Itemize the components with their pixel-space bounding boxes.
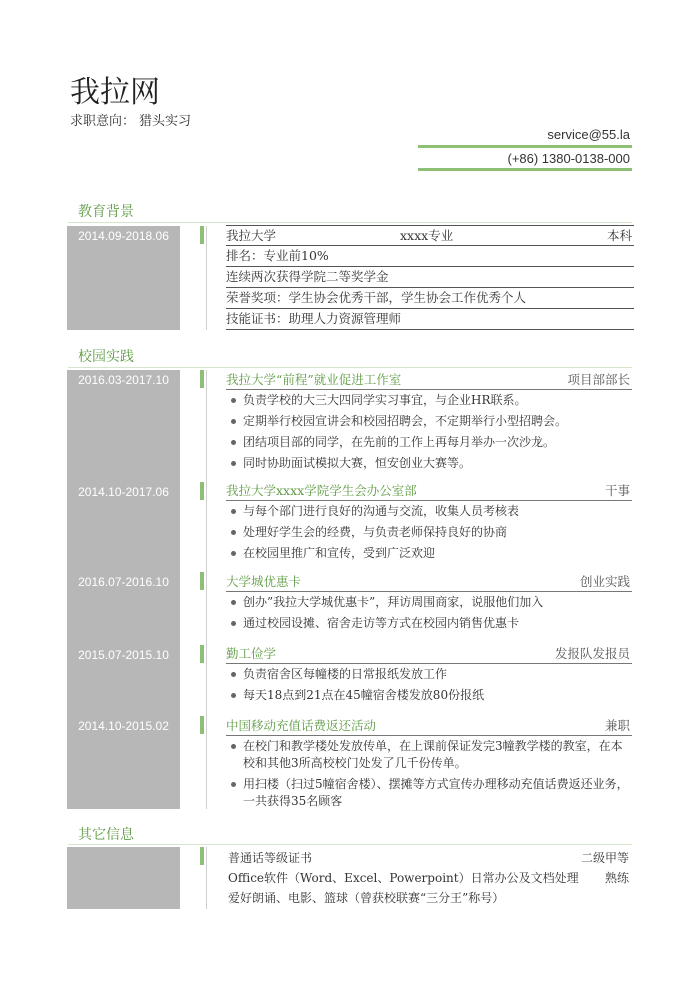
- list-item: 负责学校的大三大四同学实习事宜，与企业HR联系。: [230, 392, 630, 409]
- list-item: 团结项目部的同学，在先前的工作上再每月举办一次沙龙。: [230, 434, 630, 451]
- section-rule: [68, 222, 632, 223]
- contact-email: service@55.la: [547, 127, 630, 142]
- list-item: 处理好学生会的经费，与负责老师保持良好的协商: [230, 524, 630, 541]
- section-rule: [68, 367, 632, 368]
- accent-bar: [200, 572, 204, 590]
- campus-entry-header: [226, 572, 632, 592]
- campus-entry-header: [226, 716, 632, 736]
- accent-bar: [200, 482, 204, 500]
- edu-row: 连续两次获得学院二等奖学金: [226, 267, 634, 288]
- other-label: 普通话等级证书: [228, 851, 313, 865]
- list-item: 定期举行校园宣讲会和校园招聘会，不定期举行小型招聘会。: [230, 413, 630, 430]
- campus-item-list: [230, 392, 630, 476]
- other-row: [228, 888, 632, 908]
- campus-role: 兼职: [604, 718, 630, 733]
- campus-item-list: [230, 666, 630, 708]
- campus-org: 大学城优惠卡: [226, 574, 302, 589]
- list-item: 与每个部门进行良好的沟通与交流，收集人员考核表: [230, 503, 630, 520]
- section-rule: [68, 844, 632, 845]
- campus-org: 我拉大学“前程”就业促进工作室: [226, 372, 402, 387]
- edu-row: 排名：专业前10%: [226, 246, 634, 267]
- edu-degree: 本科: [606, 228, 632, 243]
- campus-date: 2014.10-2015.02: [67, 716, 180, 736]
- edu-school: 我拉大学: [226, 228, 277, 243]
- date-column-block: [67, 847, 180, 909]
- campus-org: 勤工俭学: [226, 646, 277, 661]
- timeline-line: [206, 370, 207, 809]
- list-item: 在校园里推广和宣传，受到广泛欢迎: [230, 545, 630, 562]
- list-item: 每天18点到21点在45幢宿舍楼发放80份报纸: [230, 687, 630, 704]
- accent-bar: [200, 226, 204, 244]
- other-label: Office软件（Word、Excel、Powerpoint）日常办公及文档处理: [228, 871, 579, 885]
- other-row: [228, 848, 632, 868]
- campus-item-list: [230, 738, 630, 814]
- edu-major: xxxx专业: [400, 228, 454, 243]
- other-value: 熟练: [604, 871, 629, 885]
- accent-bar: [200, 716, 204, 734]
- campus-role: 创业实践: [579, 574, 630, 589]
- accent-bar: [200, 645, 204, 663]
- list-item: 在校门和教学楼处发放传单，在上课前保证发完3幢教学楼的教室，在本校和其他3所高校校门处发了几千份传单。: [230, 738, 630, 772]
- list-item: 用扫楼（扫过5幢宿舍楼）、摆摊等方式宣传办理移动充值话费返还业务，一共获得35名顾客: [230, 776, 630, 810]
- campus-date: 2016.03-2017.10: [67, 370, 180, 390]
- campus-entry-header: [226, 644, 632, 664]
- campus-date: 2014.10-2017.06: [67, 482, 180, 502]
- edu-date: 2014.09-2018.06: [67, 226, 180, 246]
- edu-row: 荣誉奖项：学生协会优秀干部，学生协会工作优秀个人: [226, 288, 634, 309]
- other-label: 爱好朗诵、电影、篮球（曾获校联赛“三分王”称号）: [228, 891, 505, 905]
- job-intent-label: 求职意向：: [70, 114, 136, 129]
- list-item: 创办”我拉大学城优惠卡”，拜访周围商家，说服他们加入: [230, 594, 630, 611]
- job-intent: [70, 110, 195, 129]
- contact-divider: [418, 168, 632, 171]
- campus-org: 我拉大学xxxx学院学生会办公室部: [226, 483, 417, 498]
- campus-item-list: [230, 594, 630, 636]
- list-item: 通过校园设摊、宿舍走访等方式在校园内销售优惠卡: [230, 615, 630, 632]
- resume-name: 我拉网: [70, 75, 160, 110]
- timeline-line: [206, 226, 207, 330]
- campus-date: 2015.07-2015.10: [67, 645, 180, 665]
- campus-entry-header: [226, 370, 632, 390]
- section-title-other: 其它信息: [78, 827, 134, 843]
- campus-date: 2016.07-2016.10: [67, 572, 180, 592]
- campus-item-list: [230, 503, 630, 566]
- contact-phone: (+86) 1380-0138-000: [507, 151, 630, 166]
- campus-role: 发报队发报员: [554, 646, 630, 661]
- campus-org: 中国移动充值话费返还活动: [226, 718, 377, 733]
- edu-row: 技能证书：助理人力资源管理师: [226, 309, 634, 330]
- accent-bar: [200, 370, 204, 388]
- campus-role: 干事: [604, 483, 630, 498]
- section-title-campus: 校园实践: [78, 349, 134, 365]
- section-title-education: 教育背景: [78, 204, 134, 220]
- other-value: 二级甲等: [580, 851, 629, 865]
- accent-bar: [200, 847, 204, 865]
- contact-divider: [418, 145, 632, 148]
- job-intent-value: 猎头实习: [139, 114, 192, 129]
- timeline-line: [206, 847, 207, 909]
- edu-header-row: [226, 225, 634, 246]
- list-item: 同时协助面试模拟大赛，恒安创业大赛等。: [230, 455, 630, 472]
- campus-role: 项目部部长: [567, 372, 630, 387]
- list-item: 负责宿舍区每幢楼的日常报纸发放工作: [230, 666, 630, 683]
- campus-entry-header: [226, 481, 632, 501]
- other-row: [228, 868, 632, 888]
